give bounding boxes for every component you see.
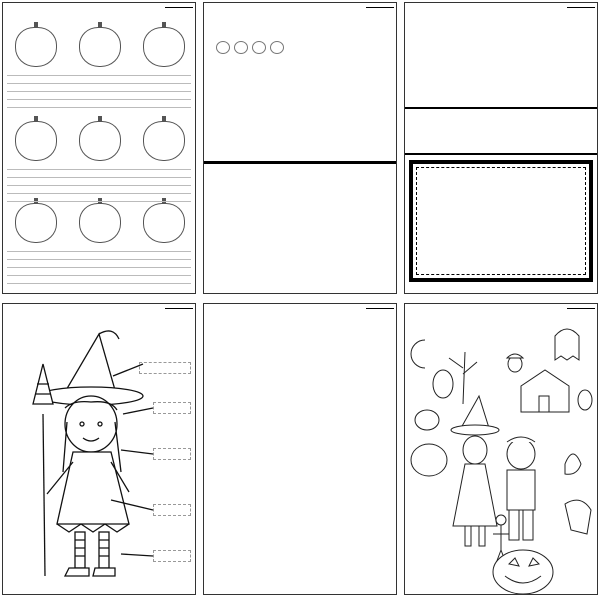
answer-line xyxy=(7,185,191,186)
math-pumpkin xyxy=(143,27,185,67)
math-pumpkin xyxy=(79,27,121,67)
counting-table xyxy=(409,160,593,282)
division-worksheet xyxy=(203,2,397,294)
math-worksheet xyxy=(2,2,196,294)
seek-find-worksheet xyxy=(404,303,598,595)
label-blank[interactable] xyxy=(139,362,191,374)
small-pumpkin xyxy=(270,41,284,54)
math-pumpkin xyxy=(79,121,121,161)
answer-line xyxy=(7,177,191,178)
label-blank[interactable] xyxy=(153,550,191,562)
answer-line xyxy=(7,201,191,202)
math-pumpkin xyxy=(79,203,121,243)
panel-header xyxy=(3,3,195,12)
math-pumpkin xyxy=(143,121,185,161)
small-pumpkin xyxy=(234,41,248,54)
panel-header xyxy=(405,3,597,12)
math-pumpkin xyxy=(15,203,57,243)
divider xyxy=(204,161,396,164)
small-pumpkin xyxy=(252,41,266,54)
answer-line xyxy=(7,283,191,284)
label-blank[interactable] xyxy=(153,448,191,460)
small-pumpkin xyxy=(216,41,230,54)
count-worksheet xyxy=(404,2,598,294)
divider xyxy=(405,107,597,109)
name-field xyxy=(364,305,394,311)
answer-line xyxy=(7,75,191,76)
panel-header xyxy=(204,304,396,313)
name-field xyxy=(565,4,595,10)
answer-line xyxy=(7,91,191,92)
divider xyxy=(405,153,597,155)
answer-line xyxy=(7,169,191,170)
panel-header xyxy=(204,3,396,12)
label-blank[interactable] xyxy=(153,504,191,516)
answer-line xyxy=(7,267,191,268)
name-field xyxy=(163,4,193,10)
answer-line xyxy=(7,99,191,100)
label-witch-worksheet xyxy=(2,303,196,595)
label-blank[interactable] xyxy=(153,402,191,414)
math-pumpkin xyxy=(15,121,57,161)
answer-line xyxy=(7,251,191,252)
seek-scene xyxy=(405,304,598,595)
answer-line xyxy=(7,275,191,276)
answer-line xyxy=(7,83,191,84)
answer-line xyxy=(7,193,191,194)
answer-line xyxy=(7,259,191,260)
name-field xyxy=(364,4,394,10)
math-pumpkin xyxy=(15,27,57,67)
answer-line xyxy=(7,107,191,108)
math-pumpkin xyxy=(143,203,185,243)
label-photo-worksheet xyxy=(203,303,397,595)
